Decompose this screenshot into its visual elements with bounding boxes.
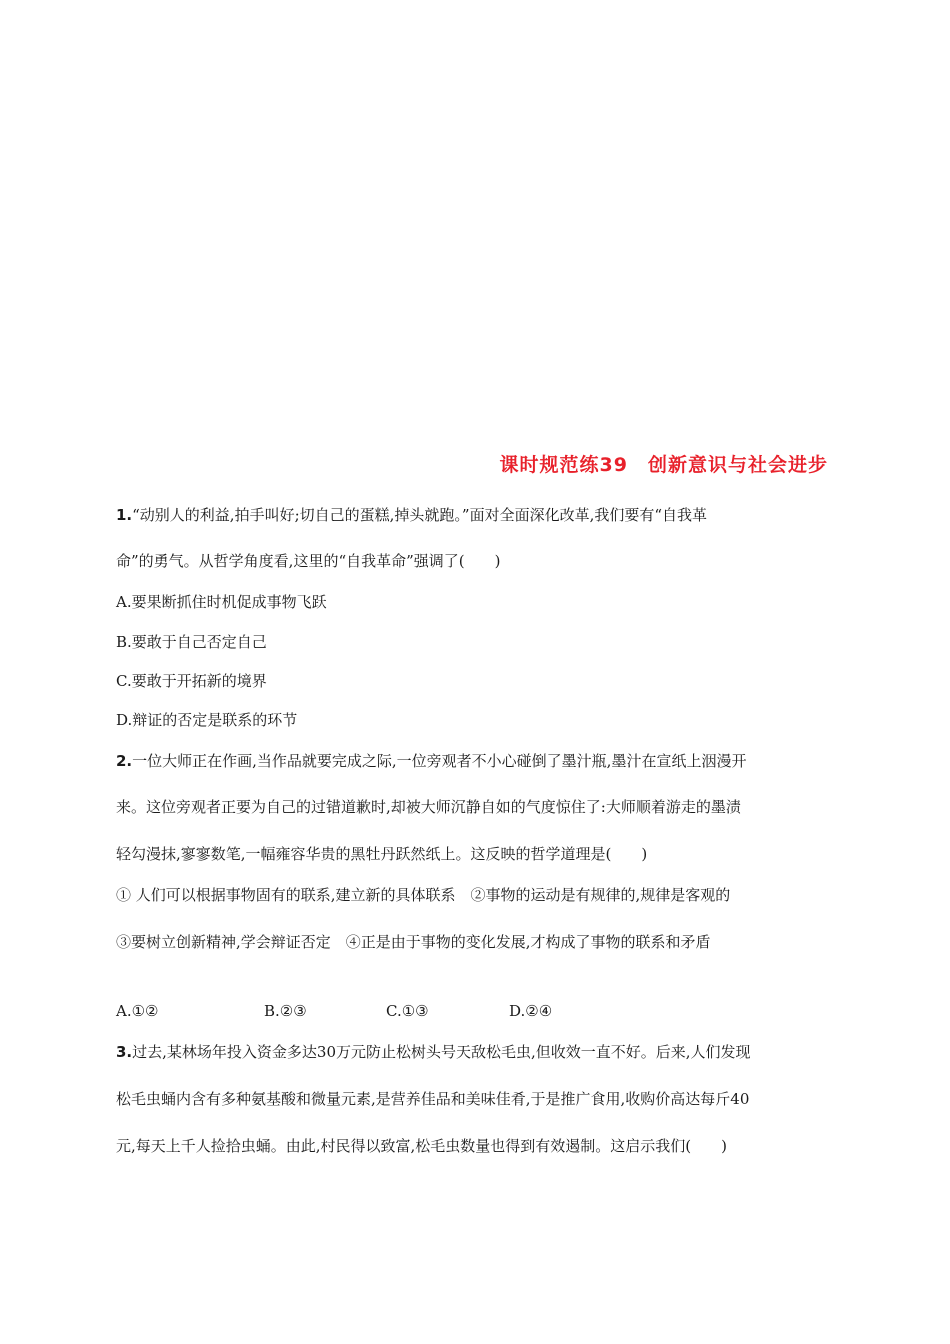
q3-stem-2: 松毛虫蛹内含有多种氨基酸和微量元素,是营养佳品和美味佳肴,于是推广食用,收购价高达每斤40 <box>116 1090 750 1108</box>
q2-option-d: D.②④ <box>509 1002 553 1020</box>
q1-line-1 <box>116 505 707 525</box>
q2-number: 2. <box>116 752 133 770</box>
q1-stem-2: 命”的勇气。从哲学角度看,这里的“自我革命”强调了( ) <box>116 552 501 570</box>
q1-option-d: D.辩证的否定是联系的环节 <box>116 711 298 729</box>
q2-option-b: B.②③ <box>264 1002 307 1020</box>
page-title: 课时规范练39 创新意识与社会进步 <box>499 454 828 476</box>
q2-stem-2: 来。这位旁观者正要为自己的过错道歉时,却被大师沉静自如的气度惊住了:大师顺着游走的墨渍 <box>116 798 741 816</box>
q2-option-c: C.①③ <box>386 1002 429 1020</box>
q2-statement-2: ③要树立创新精神,学会辩证否定 ④正是由于事物的变化发展,才构成了事物的联系和矛盾 <box>116 933 711 951</box>
q3-line-1 <box>116 1042 751 1062</box>
q3-stem-1: 过去,某林场年投入资金多达30万元防止松树头号天敌松毛虫,但收效一直不好。后来,人们发现 <box>132 1043 751 1061</box>
q1-number: 1. <box>116 506 133 524</box>
q2-option-a: A.①② <box>116 1002 159 1020</box>
q2-stem-3: 轻勾漫抹,寥寥数笔,一幅雍容华贵的黑牡丹跃然纸上。这反映的哲学道理是( ) <box>116 845 648 863</box>
q2-stem-1: 一位大师正在作画,当作品就要完成之际,一位旁观者不小心碰倒了墨汁瓶,墨汁在宣纸上洇漫开 <box>132 752 747 770</box>
q2-line-1 <box>116 751 746 771</box>
q3-number: 3. <box>116 1043 133 1061</box>
q3-stem-3: 元,每天上千人捡拾虫蛹。由此,村民得以致富,松毛虫数量也得到有效遏制。这启示我们( ) <box>116 1137 728 1155</box>
q1-option-a: A.要果断抓住时机促成事物飞跃 <box>116 593 327 611</box>
q1-option-b: B.要敢于自己否定自己 <box>116 633 267 651</box>
q1-option-c: C.要敢于开拓新的境界 <box>116 672 267 690</box>
q2-statement-1: ① 人们可以根据事物固有的联系,建立新的具体联系 ②事物的运动是有规律的,规律是客观的 <box>116 886 731 904</box>
q1-stem-1: “动别人的利益,拍手叫好;切自己的蛋糕,掉头就跑。”面对全面深化改革,我们要有“自我革 <box>132 506 708 524</box>
